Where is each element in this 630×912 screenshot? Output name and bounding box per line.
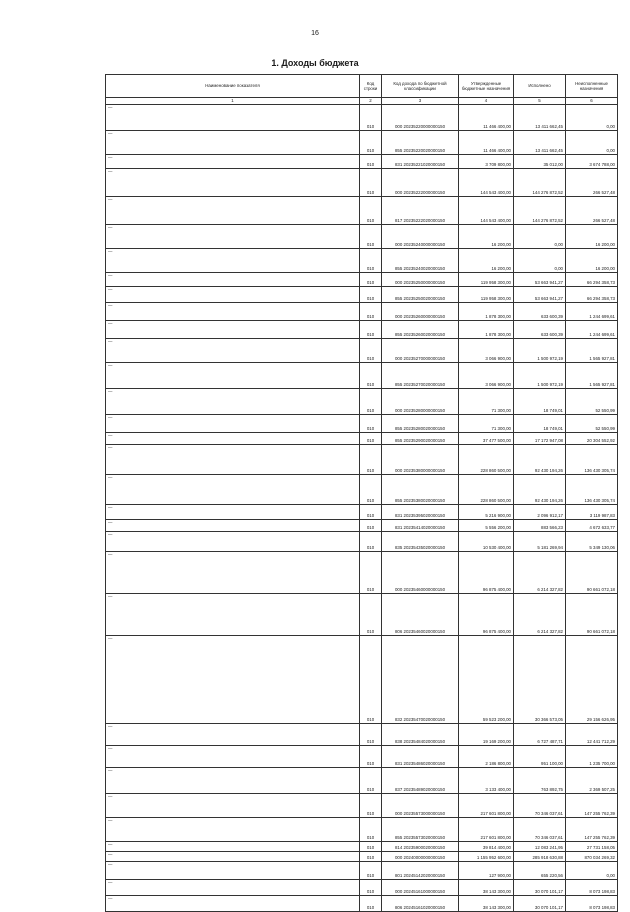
row-executed: 763 892,75 (514, 767, 566, 793)
row-budget-code: 000 20235220000000150 (382, 104, 459, 130)
row-approved: 59 523 200,00 (459, 635, 514, 723)
table-row (106, 895, 618, 911)
row-approved: 228 860 500,00 (459, 444, 514, 474)
row-executed: 70 346 037,61 (514, 793, 566, 817)
row-budget-code: 000 20235573000000150 (382, 793, 459, 817)
table-row (106, 154, 618, 168)
row-executed: 13 411 662,45 (514, 130, 566, 154)
row-line-code: 010 (360, 745, 382, 767)
row-line-code: 010 (360, 362, 382, 388)
row-line-code: 010 (360, 414, 382, 432)
row-unexecuted: 136 430 305,74 (566, 444, 618, 474)
row-approved: 96 875 400,00 (459, 551, 514, 593)
row-approved: 127 900,00 (459, 861, 514, 879)
row-unexecuted: 3 119 987,83 (566, 504, 618, 519)
row-indicator-name: — (106, 320, 360, 338)
row-unexecuted: 66 294 358,73 (566, 286, 618, 302)
row-unexecuted: 0,00 (566, 861, 618, 879)
row-indicator-name: — (106, 302, 360, 320)
column-index: 2 (360, 98, 382, 105)
row-unexecuted: 52 550,99 (566, 414, 618, 432)
row-unexecuted: 4 672 633,77 (566, 519, 618, 531)
row-executed: 17 172 947,08 (514, 432, 566, 444)
row-indicator-name: — (106, 338, 360, 362)
row-executed: 5 181 269,94 (514, 531, 566, 551)
row-budget-code: 000 20235280000000150 (382, 388, 459, 414)
row-indicator-name: — (106, 286, 360, 302)
row-indicator-name: — (106, 851, 360, 861)
row-budget-code: 855 20235260020000150 (382, 320, 459, 338)
row-approved: 11 466 400,00 (459, 130, 514, 154)
row-budget-code: 806 20235460020000150 (382, 593, 459, 635)
row-unexecuted: 29 156 626,95 (566, 635, 618, 723)
table-row (106, 635, 618, 723)
row-line-code: 010 (360, 338, 382, 362)
column-index: 5 (514, 98, 566, 105)
row-budget-code: 000 20235260000000150 (382, 302, 459, 320)
table-row (106, 302, 618, 320)
header-executed: Исполнено (514, 75, 566, 98)
column-index: 4 (459, 98, 514, 105)
row-indicator-name: — (106, 224, 360, 248)
table-body (106, 104, 618, 911)
row-line-code: 010 (360, 104, 382, 130)
row-executed: 951 100,00 (514, 745, 566, 767)
row-indicator-name: — (106, 745, 360, 767)
row-executed: 144 276 872,52 (514, 168, 566, 196)
row-indicator-name: — (106, 432, 360, 444)
row-approved: 1 878 300,00 (459, 302, 514, 320)
row-budget-code: 817 20235222020000150 (382, 196, 459, 224)
row-approved: 3 066 900,00 (459, 362, 514, 388)
row-budget-code: 000 20235460000000150 (382, 551, 459, 593)
table-row (106, 432, 618, 444)
row-approved: 3 709 800,00 (459, 154, 514, 168)
row-indicator-name: — (106, 130, 360, 154)
row-unexecuted: 1 244 699,61 (566, 320, 618, 338)
column-index: 6 (566, 98, 618, 105)
row-executed: 12 083 241,95 (514, 841, 566, 851)
row-unexecuted: 90 661 072,18 (566, 593, 618, 635)
row-line-code: 010 (360, 302, 382, 320)
row-budget-code: 801 20245142020000150 (382, 861, 459, 879)
table-row (106, 793, 618, 817)
row-unexecuted: 5 349 130,06 (566, 531, 618, 551)
table-row (106, 851, 618, 861)
row-indicator-name: — (106, 388, 360, 414)
row-approved: 37 477 500,00 (459, 432, 514, 444)
row-approved: 11 466 400,00 (459, 104, 514, 130)
row-indicator-name: — (106, 196, 360, 224)
row-budget-code: 831 20235395020000150 (382, 504, 459, 519)
row-unexecuted: 1 565 927,81 (566, 338, 618, 362)
row-executed: 92 430 194,26 (514, 444, 566, 474)
row-indicator-name: — (106, 793, 360, 817)
row-executed: 13 411 662,45 (514, 104, 566, 130)
row-executed: 30 366 573,05 (514, 635, 566, 723)
row-line-code: 010 (360, 841, 382, 851)
row-executed: 0,00 (514, 224, 566, 248)
row-budget-code: 838 20235484020000150 (382, 723, 459, 745)
row-executed: 655 220,56 (514, 861, 566, 879)
row-budget-code: 000 20235222000000150 (382, 168, 459, 196)
row-executed: 883 566,23 (514, 519, 566, 531)
row-executed: 18 749,01 (514, 388, 566, 414)
header-approved: Утвержденные бюджетные назначения (459, 75, 514, 98)
row-approved: 16 200,00 (459, 224, 514, 248)
header-indicator-name: Наименование показателя (106, 75, 360, 98)
row-unexecuted: 27 731 158,05 (566, 841, 618, 851)
row-budget-code: 855 20235290020000150 (382, 432, 459, 444)
row-approved: 1 878 300,00 (459, 320, 514, 338)
row-executed: 633 600,39 (514, 302, 566, 320)
row-budget-code: 806 20245161020000150 (382, 895, 459, 911)
table-row (106, 362, 618, 388)
row-unexecuted: 2 369 507,25 (566, 767, 618, 793)
row-approved: 71 300,00 (459, 414, 514, 432)
table-row (106, 272, 618, 286)
row-unexecuted: 147 255 762,39 (566, 817, 618, 841)
row-executed: 633 600,39 (514, 320, 566, 338)
row-unexecuted: 0,00 (566, 104, 618, 130)
row-budget-code: 000 20235240000000150 (382, 224, 459, 248)
row-approved: 39 814 400,00 (459, 841, 514, 851)
table-row (106, 248, 618, 272)
row-approved: 5 556 200,00 (459, 519, 514, 531)
row-indicator-name: — (106, 723, 360, 745)
row-executed: 0,00 (514, 248, 566, 272)
table-row (106, 879, 618, 895)
row-budget-code: 000 20240000000000150 (382, 851, 459, 861)
row-line-code: 010 (360, 154, 382, 168)
row-unexecuted: 266 527,48 (566, 168, 618, 196)
header-line-code: Код строки (360, 75, 382, 98)
row-budget-code: 831 20235486020000150 (382, 745, 459, 767)
row-executed: 30 070 101,17 (514, 895, 566, 911)
row-indicator-name: — (106, 879, 360, 895)
row-budget-code: 855 20235573020000150 (382, 817, 459, 841)
row-line-code: 010 (360, 817, 382, 841)
row-executed: 285 918 630,88 (514, 851, 566, 861)
row-budget-code: 831 20235414020000150 (382, 519, 459, 531)
table-row (106, 104, 618, 130)
row-budget-code: 832 20235470020000150 (382, 635, 459, 723)
table-row (106, 519, 618, 531)
row-unexecuted: 12 441 712,29 (566, 723, 618, 745)
row-line-code: 010 (360, 130, 382, 154)
row-budget-code: 000 20235250000000150 (382, 272, 459, 286)
row-indicator-name: — (106, 444, 360, 474)
row-executed: 6 214 327,82 (514, 551, 566, 593)
row-approved: 217 601 800,00 (459, 817, 514, 841)
row-indicator-name: — (106, 272, 360, 286)
row-indicator-name: — (106, 414, 360, 432)
row-budget-code: 855 20235220020000150 (382, 130, 459, 154)
table-row (106, 388, 618, 414)
section-title: 1. Доходы бюджета (271, 58, 359, 68)
row-unexecuted: 66 294 358,73 (566, 272, 618, 286)
row-executed: 30 070 101,17 (514, 879, 566, 895)
row-approved: 228 860 500,00 (459, 474, 514, 504)
row-line-code: 010 (360, 635, 382, 723)
row-unexecuted: 0,00 (566, 130, 618, 154)
row-budget-code: 831 20235221020000150 (382, 154, 459, 168)
row-unexecuted: 8 073 198,83 (566, 879, 618, 895)
row-line-code: 010 (360, 504, 382, 519)
table-row (106, 286, 618, 302)
table-row (106, 320, 618, 338)
header-unexecuted: Неисполненные назначения (566, 75, 618, 98)
row-approved: 119 958 300,00 (459, 286, 514, 302)
row-unexecuted: 52 550,99 (566, 388, 618, 414)
table-row (106, 745, 618, 767)
row-line-code: 010 (360, 196, 382, 224)
row-indicator-name: — (106, 861, 360, 879)
row-line-code: 010 (360, 272, 382, 286)
row-approved: 38 143 300,00 (459, 879, 514, 895)
page-number: 16 (311, 30, 319, 37)
row-line-code: 010 (360, 248, 382, 272)
row-budget-code: 837 20235489020000150 (382, 767, 459, 793)
row-indicator-name: — (106, 841, 360, 851)
row-line-code: 010 (360, 793, 382, 817)
table-row (106, 861, 618, 879)
row-indicator-name: — (106, 362, 360, 388)
row-line-code: 010 (360, 861, 382, 879)
row-line-code: 010 (360, 593, 382, 635)
row-approved: 3 133 400,00 (459, 767, 514, 793)
row-indicator-name: — (106, 154, 360, 168)
row-executed: 6 214 327,82 (514, 593, 566, 635)
row-indicator-name: — (106, 551, 360, 593)
column-index: 3 (382, 98, 459, 105)
row-executed: 1 500 972,19 (514, 362, 566, 388)
table-row (106, 338, 618, 362)
table-row (106, 224, 618, 248)
row-approved: 1 155 952 600,00 (459, 851, 514, 861)
row-line-code: 010 (360, 851, 382, 861)
row-budget-code: 855 20235270020000150 (382, 362, 459, 388)
row-approved: 5 216 900,00 (459, 504, 514, 519)
row-executed: 2 096 912,17 (514, 504, 566, 519)
row-indicator-name: — (106, 635, 360, 723)
row-executed: 35 012,00 (514, 154, 566, 168)
row-line-code: 010 (360, 551, 382, 593)
row-unexecuted: 8 073 198,83 (566, 895, 618, 911)
row-unexecuted: 1 244 699,61 (566, 302, 618, 320)
row-executed: 53 663 941,27 (514, 286, 566, 302)
table-header-row (106, 75, 618, 98)
row-line-code: 010 (360, 388, 382, 414)
row-unexecuted: 16 200,00 (566, 248, 618, 272)
row-unexecuted: 1 565 927,81 (566, 362, 618, 388)
row-unexecuted: 3 674 788,00 (566, 154, 618, 168)
row-budget-code: 835 20235435020000150 (382, 531, 459, 551)
row-line-code: 010 (360, 723, 382, 745)
table-row (106, 531, 618, 551)
table-row (106, 130, 618, 154)
row-line-code: 010 (360, 767, 382, 793)
row-indicator-name: — (106, 593, 360, 635)
row-line-code: 010 (360, 432, 382, 444)
row-unexecuted: 20 304 552,92 (566, 432, 618, 444)
row-executed: 144 276 872,52 (514, 196, 566, 224)
row-executed: 70 346 037,61 (514, 817, 566, 841)
row-budget-code: 855 20235240020000150 (382, 248, 459, 272)
budget-income-table (105, 74, 618, 912)
row-line-code: 010 (360, 519, 382, 531)
table-row (106, 444, 618, 474)
row-indicator-name: — (106, 474, 360, 504)
row-executed: 6 727 487,71 (514, 723, 566, 745)
row-indicator-name: — (106, 895, 360, 911)
table-row (106, 817, 618, 841)
row-approved: 144 543 400,00 (459, 168, 514, 196)
header-budget-code: Код дохода по бюджетной классификации (382, 75, 459, 98)
row-line-code: 010 (360, 474, 382, 504)
row-approved: 10 530 400,00 (459, 531, 514, 551)
row-line-code: 010 (360, 168, 382, 196)
table-row (106, 723, 618, 745)
table-row (106, 551, 618, 593)
row-unexecuted: 147 255 762,39 (566, 793, 618, 817)
row-approved: 71 300,00 (459, 388, 514, 414)
row-executed: 1 500 972,19 (514, 338, 566, 362)
row-approved: 217 601 800,00 (459, 793, 514, 817)
row-line-code: 010 (360, 224, 382, 248)
row-budget-code: 000 20245161000000150 (382, 879, 459, 895)
row-approved: 96 875 400,00 (459, 593, 514, 635)
row-executed: 92 430 194,26 (514, 474, 566, 504)
row-line-code: 010 (360, 895, 382, 911)
row-executed: 53 663 941,27 (514, 272, 566, 286)
row-line-code: 010 (360, 531, 382, 551)
row-budget-code: 855 20235250020000150 (382, 286, 459, 302)
table-row (106, 841, 618, 851)
row-line-code: 010 (360, 286, 382, 302)
row-line-code: 010 (360, 444, 382, 474)
row-unexecuted: 90 661 072,18 (566, 551, 618, 593)
row-line-code: 010 (360, 320, 382, 338)
row-unexecuted: 870 034 269,32 (566, 851, 618, 861)
table-row (106, 593, 618, 635)
row-approved: 119 958 300,00 (459, 272, 514, 286)
row-indicator-name: — (106, 104, 360, 130)
table-row (106, 504, 618, 519)
row-executed: 18 749,01 (514, 414, 566, 432)
row-unexecuted: 266 527,48 (566, 196, 618, 224)
row-budget-code: 000 20235380000000150 (382, 444, 459, 474)
row-unexecuted: 16 200,00 (566, 224, 618, 248)
row-indicator-name: — (106, 168, 360, 196)
row-approved: 38 143 300,00 (459, 895, 514, 911)
table-row (106, 168, 618, 196)
row-approved: 19 169 200,00 (459, 723, 514, 745)
row-approved: 2 186 800,00 (459, 745, 514, 767)
table-row (106, 196, 618, 224)
table-row (106, 767, 618, 793)
column-index: 1 (106, 98, 360, 105)
row-unexecuted: 1 235 700,00 (566, 745, 618, 767)
table-row (106, 474, 618, 504)
row-budget-code: 000 20235270000000150 (382, 338, 459, 362)
row-indicator-name: — (106, 519, 360, 531)
row-approved: 16 200,00 (459, 248, 514, 272)
row-indicator-name: — (106, 817, 360, 841)
table-row (106, 414, 618, 432)
row-indicator-name: — (106, 504, 360, 519)
row-approved: 3 066 900,00 (459, 338, 514, 362)
row-indicator-name: — (106, 248, 360, 272)
row-unexecuted: 136 430 305,74 (566, 474, 618, 504)
row-budget-code: 855 20235380020000150 (382, 474, 459, 504)
row-indicator-name: — (106, 531, 360, 551)
row-budget-code: 814 20235900020000150 (382, 841, 459, 851)
row-budget-code: 855 20235280020000150 (382, 414, 459, 432)
row-approved: 144 543 400,00 (459, 196, 514, 224)
row-indicator-name: — (106, 767, 360, 793)
row-line-code: 010 (360, 879, 382, 895)
